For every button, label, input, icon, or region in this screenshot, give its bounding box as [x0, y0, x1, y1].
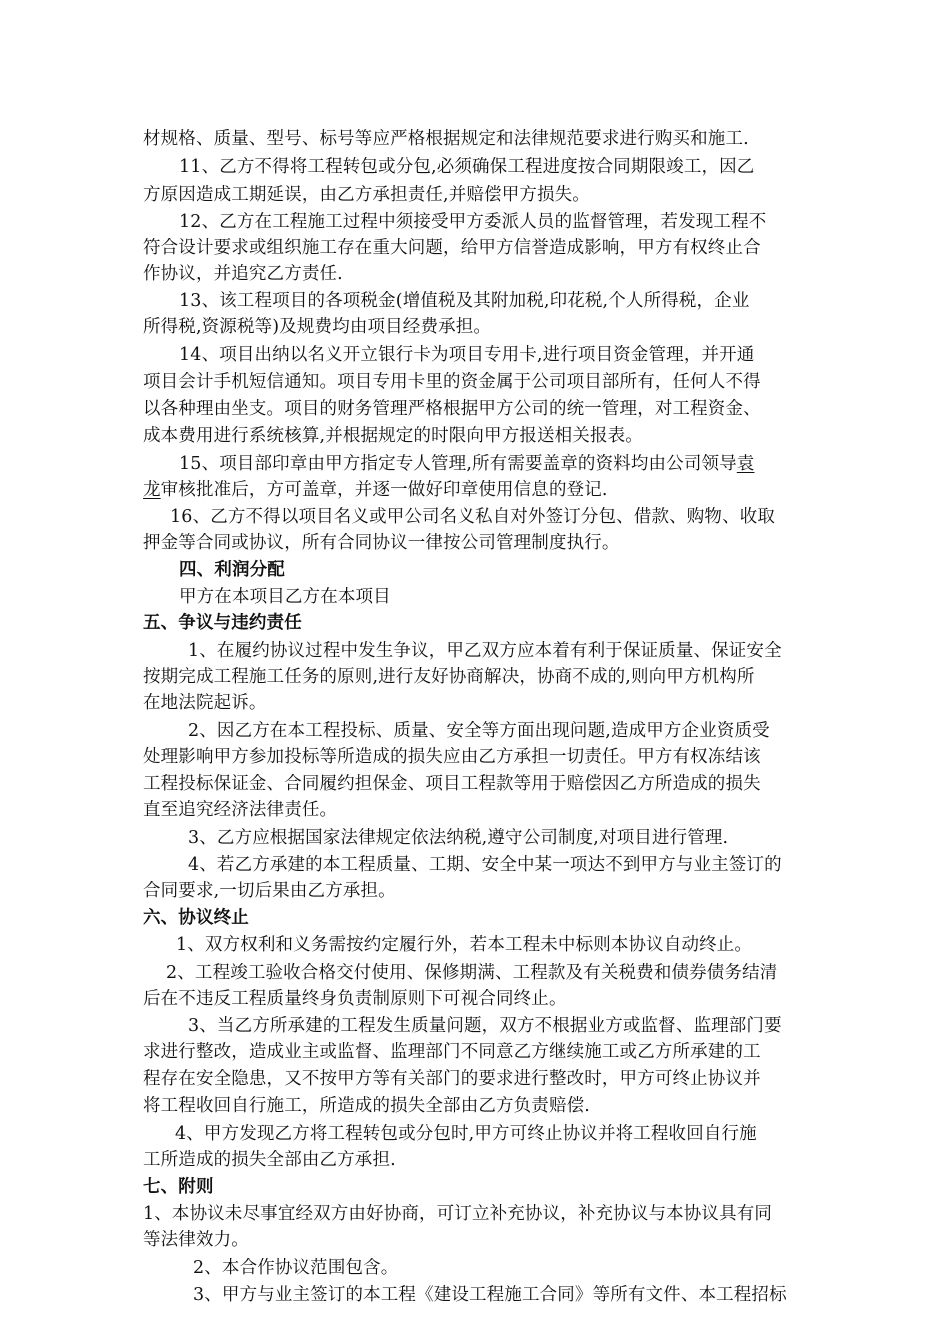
underlined-name: 袁: [736, 454, 755, 474]
body-line: 以各种理由坐支。项目的财务管理严格根据甲方公司的统一管理，对工程资金、: [143, 399, 761, 419]
body-line: 1、双方权利和义务需按约定履行外，若本工程未中标则本协议自动终止。: [176, 935, 753, 955]
body-line: 甲方在本项目乙方在本项目: [179, 587, 391, 607]
body-line: 求进行整改，造成业主或监督、监理部门不同意乙方继续施工或乙方所承建的工: [143, 1042, 761, 1062]
section-heading: 五、争议与违约责任: [143, 613, 302, 633]
section-heading: 七、附则: [143, 1177, 214, 1197]
body-line: 1、在履约协议过程中发生争议，甲乙双方应本着有利于保证质量、保证安全: [188, 641, 782, 661]
body-line: 后在不违反工程质量终身负责制原则下可视合同终止。: [143, 989, 567, 1009]
underlined-name: 龙: [143, 480, 161, 500]
body-line: 符合设计要求或组织施工存在重大问题，给甲方信誉造成影响，甲方有权终止合: [143, 238, 761, 258]
body-line: 方原因造成工期延误，由乙方承担责任,并赔偿甲方损失。: [143, 185, 590, 205]
body-line: 工程投标保证金、合同履约担保金、项目工程款等用于赔偿因乙方所造成的损失: [143, 774, 761, 794]
body-line: 4、甲方发现乙方将工程转包或分包时,甲方可终止协议并将工程收回自行施: [175, 1124, 757, 1144]
body-line: 按期完成工程施工任务的原则,进行友好协商解决，协商不成的,则向甲方机构所: [143, 667, 755, 687]
body-line: 材规格、质量、型号、标号等应严格根据规定和法律规范要求进行购买和施工.: [143, 129, 749, 149]
body-text: 15、项目部印章由甲方指定专人管理,所有需要盖章的资料均由公司领导: [179, 454, 737, 474]
body-line: 3、当乙方所承建的工程发生质量问题，双方不根据业方或监督、监理部门要: [188, 1016, 782, 1036]
body-line: 程存在安全隐患，又不按甲方等有关部门的要求进行整改时，甲方可终止协议并: [143, 1069, 761, 1089]
body-line: 在地法院起诉。: [143, 693, 267, 713]
body-line: 13、该工程项目的各项税金(增值税及其附加税,印花税,个人所得税，企业: [179, 291, 750, 311]
body-line: 项目会计手机短信通知。项目专用卡里的资金属于公司项目部所有，任何人不得: [143, 372, 761, 392]
body-line: 等法律效力。: [143, 1230, 249, 1250]
body-line: [179, 451, 754, 477]
section-heading: 四、利润分配: [179, 560, 285, 580]
body-line: 直至追究经济法律责任。: [143, 800, 338, 820]
body-line: [143, 477, 608, 503]
body-line: 2、因乙方在本工程投标、质量、安全等方面出现问题,造成甲方企业资质受: [188, 721, 770, 741]
body-line: 将工程收回自行施工，所造成的损失全部由乙方负责赔偿.: [143, 1096, 590, 1116]
body-line: 2、本合作协议范围包含。: [193, 1258, 399, 1278]
body-line: 2、工程竣工验收合格交付使用、保修期满、工程款及有关税费和债券债务结清: [166, 963, 778, 983]
body-line: 14、项目出纳以名义开立银行卡为项目专用卡,进行项目资金管理，并开通: [179, 345, 755, 365]
body-line: 工所造成的损失全部由乙方承担.: [143, 1150, 396, 1170]
body-line: 合同要求,一切后果由乙方承担。: [143, 881, 396, 901]
body-line: 3、乙方应根据国家法律规定依法纳税,遵守公司制度,对项目进行管理.: [188, 828, 729, 848]
body-line: 处理影响甲方参加投标等所造成的损失应由乙方承担一切责任。甲方有权冻结该: [143, 747, 761, 767]
body-line: 16、乙方不得以项目名义或甲公司名义私自对外签订分包、借款、购物、收取: [170, 507, 776, 527]
body-line: 3、甲方与业主签订的本工程《建设工程施工合同》等所有文件、本工程招标: [193, 1285, 787, 1305]
section-heading: 六、协议终止: [143, 908, 249, 928]
body-text: 审核批准后，方可盖章，并逐一做好印章使用信息的登记.: [160, 480, 608, 500]
body-line: 11、乙方不得将工程转包或分包,必须确保工程进度按合同期限竣工，因乙: [179, 157, 755, 177]
body-line: 4、若乙方承建的本工程质量、工期、安全中某一项达不到甲方与业主签订的: [188, 855, 782, 875]
body-line: 1、本协议未尽事宜经双方由好协商，可订立补充协议，补充协议与本协议具有同: [143, 1204, 773, 1224]
body-line: 12、乙方在工程施工过程中须接受甲方委派人员的监督管理，若发现工程不: [179, 212, 767, 232]
body-line: 成本费用进行系统核算,并根据规定的时限向甲方报送相关报表。: [143, 426, 643, 446]
body-line: 押金等合同或协议，所有合同协议一律按公司管理制度执行。: [143, 533, 620, 553]
body-line: 作协议，并追究乙方责任.: [143, 264, 343, 284]
body-line: 所得税,资源税等)及规费均由项目经费承担。: [143, 317, 492, 337]
